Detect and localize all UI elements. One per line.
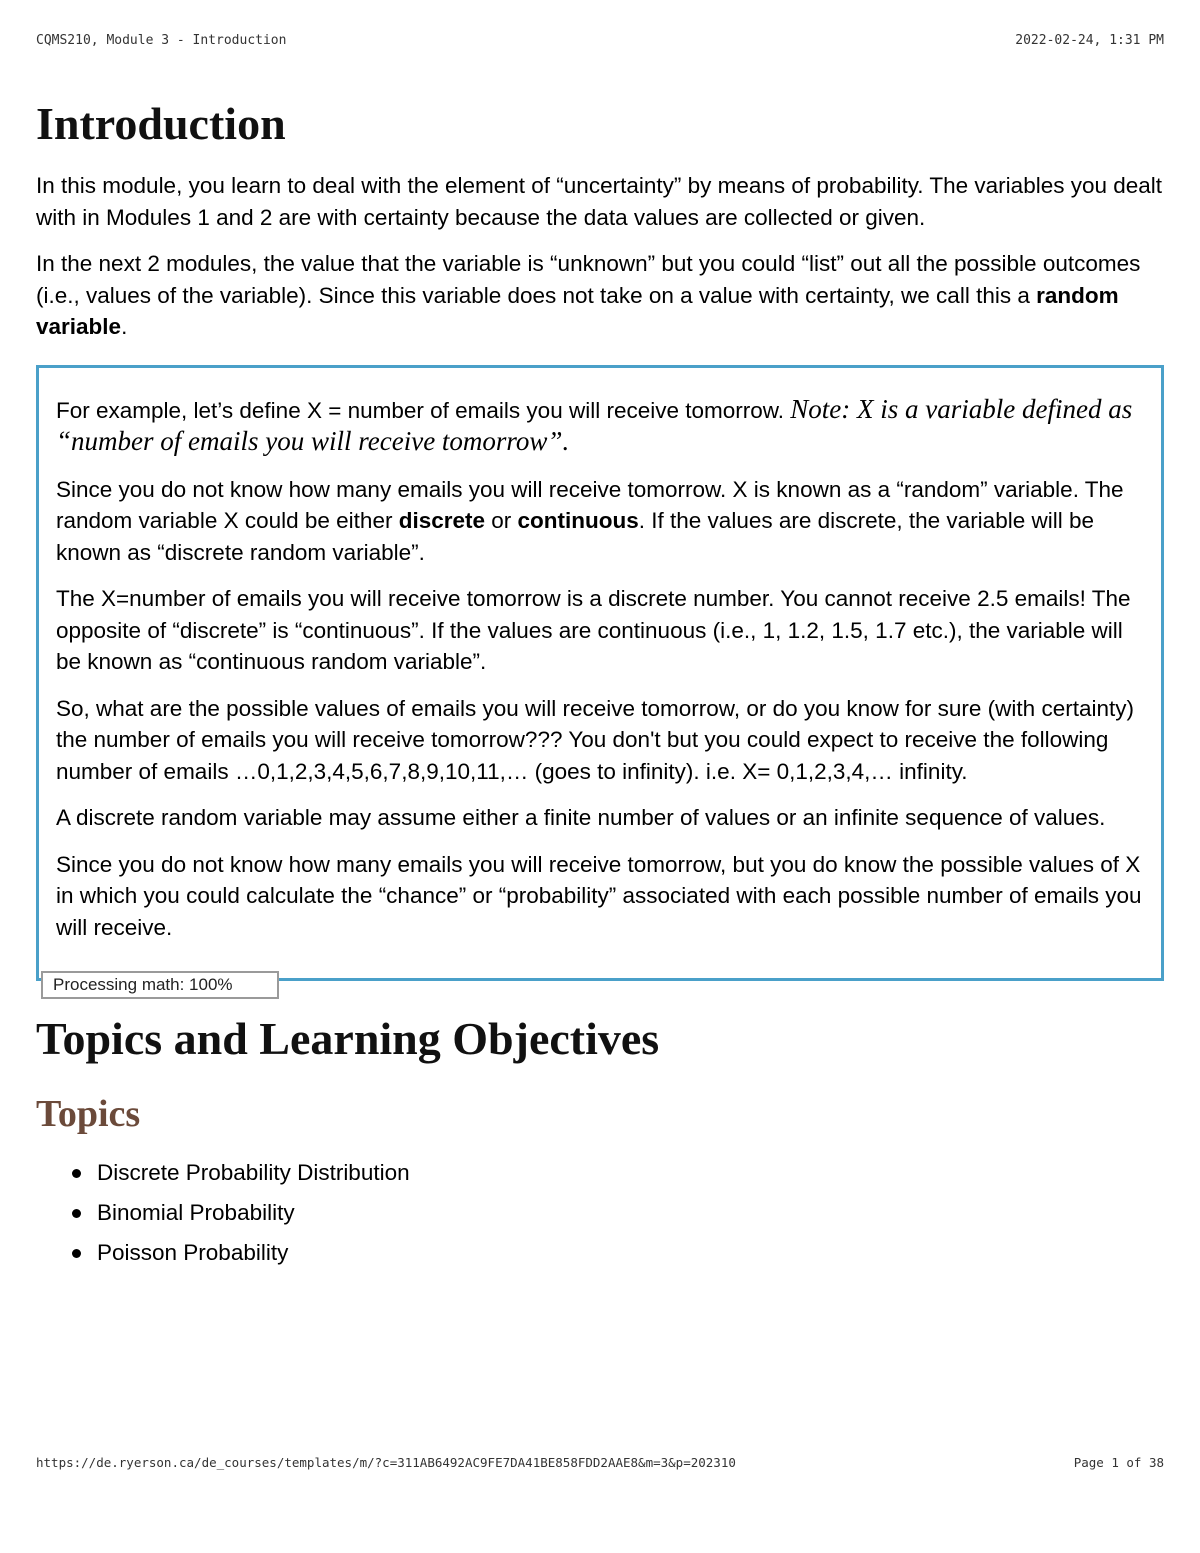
- print-header-timestamp: 2022-02-24, 1:31 PM: [1015, 33, 1164, 48]
- example-paragraph-2-end: . If the values are discrete, the variable will be known as “discrete random variable”.: [56, 508, 1094, 565]
- processing-math-status: Processing math: 100%: [41, 971, 279, 999]
- page-number: Page 1 of 38: [1073, 1455, 1164, 1470]
- example-paragraph-5: A discrete random variable may assume either a finite number of values or an infinite sequence of values.: [56, 805, 1106, 830]
- bullet-icon: [72, 1249, 81, 1258]
- topic-label: Binomial Probability: [97, 1200, 295, 1225]
- list-item: [72, 1193, 1164, 1233]
- page-url[interactable]: https://de.ryerson.ca/de_courses/templates/m/?c=311AB6492AC9FE7DA41BE858FDD2AAE8&m=3&p=202310: [36, 1455, 736, 1470]
- intro-paragraph-2-text: In the next 2 modules, the value that the variable is “unknown” but you could “list” out all the possible outcomes (i.e., values of the variable). Since this variable does not take on a value with certainty, we call this a: [36, 251, 1141, 308]
- example-paragraph-6: Since you do not know how many emails you will receive tomorrow, but you do know the possible values of X in which you could calculate the “chance” or “probability” associated with each possible number of emails you will receive.: [56, 851, 1142, 940]
- list-item: [72, 1233, 1164, 1273]
- topic-label: Poisson Probability: [97, 1240, 289, 1265]
- example-note: Note: X is a variable defined as “number of emails you will receive tomorrow”.: [56, 393, 1133, 456]
- section-title-topics-objectives: Topics and Learning Objectives: [36, 1013, 660, 1064]
- discrete-term: discrete: [398, 508, 486, 533]
- page-content: [36, 92, 1164, 1273]
- topic-label: Discrete Probability Distribution: [97, 1160, 410, 1185]
- example-paragraph-1: [56, 394, 1144, 459]
- example-paragraph-3: The X=number of emails you will receive tomorrow is a discrete number. You cannot receive 2.5 emails! The opposite of “discrete” is “continuous”. If the values are continuous (i.e., 1, 1.2, 1.5, 1.7 etc.), the variable will be known as “continuous random variable”.: [56, 586, 1131, 674]
- example-paragraph-2-or: or: [485, 508, 518, 533]
- example-paragraph-2-text: Since you do not know how many emails you will receive tomorrow. X is known as a “random” variable. The random variable X could be either: [56, 476, 1124, 533]
- example-paragraph-2: [56, 474, 1144, 569]
- continuous-term: continuous: [517, 508, 639, 533]
- example-callout-box: [36, 365, 1164, 994]
- topics-list: [36, 1153, 1164, 1273]
- random-variable-term: random variable: [36, 282, 1119, 339]
- bullet-icon: [72, 1209, 81, 1218]
- section-subtitle-topics: Topics: [36, 1093, 141, 1135]
- print-header-title: CQMS210, Module 3 - Introduction: [36, 33, 287, 48]
- page-title: Introduction: [36, 98, 286, 149]
- example-paragraph-4: So, what are the possible values of emails you will receive tomorrow, or do you know for sure (with certainty) the number of emails you will receive tomorrow??? You don't but you could expect to receive the following number of emails …0,1,2,3,4,5,6,7,8,9,10,11,… (goes to infinity). i.e. X= 0,1,2,3,4,… infinity.: [56, 695, 1134, 784]
- list-item: [72, 1153, 1164, 1193]
- intro-paragraph-2: [36, 248, 1164, 343]
- example-definition-text: For example, let’s define X = number of emails you will receive tomorrow.: [56, 397, 791, 423]
- intro-paragraph-2-end: .: [121, 314, 128, 339]
- bullet-icon: [72, 1169, 81, 1178]
- print-header: [36, 33, 1164, 51]
- intro-paragraph-1: In this module, you learn to deal with the element of “uncertainty” by means of probability. The variables you dealt with in Modules 1 and 2 are with certainty because the data values are collected or given.: [36, 173, 1163, 230]
- print-footer: [36, 1455, 1164, 1473]
